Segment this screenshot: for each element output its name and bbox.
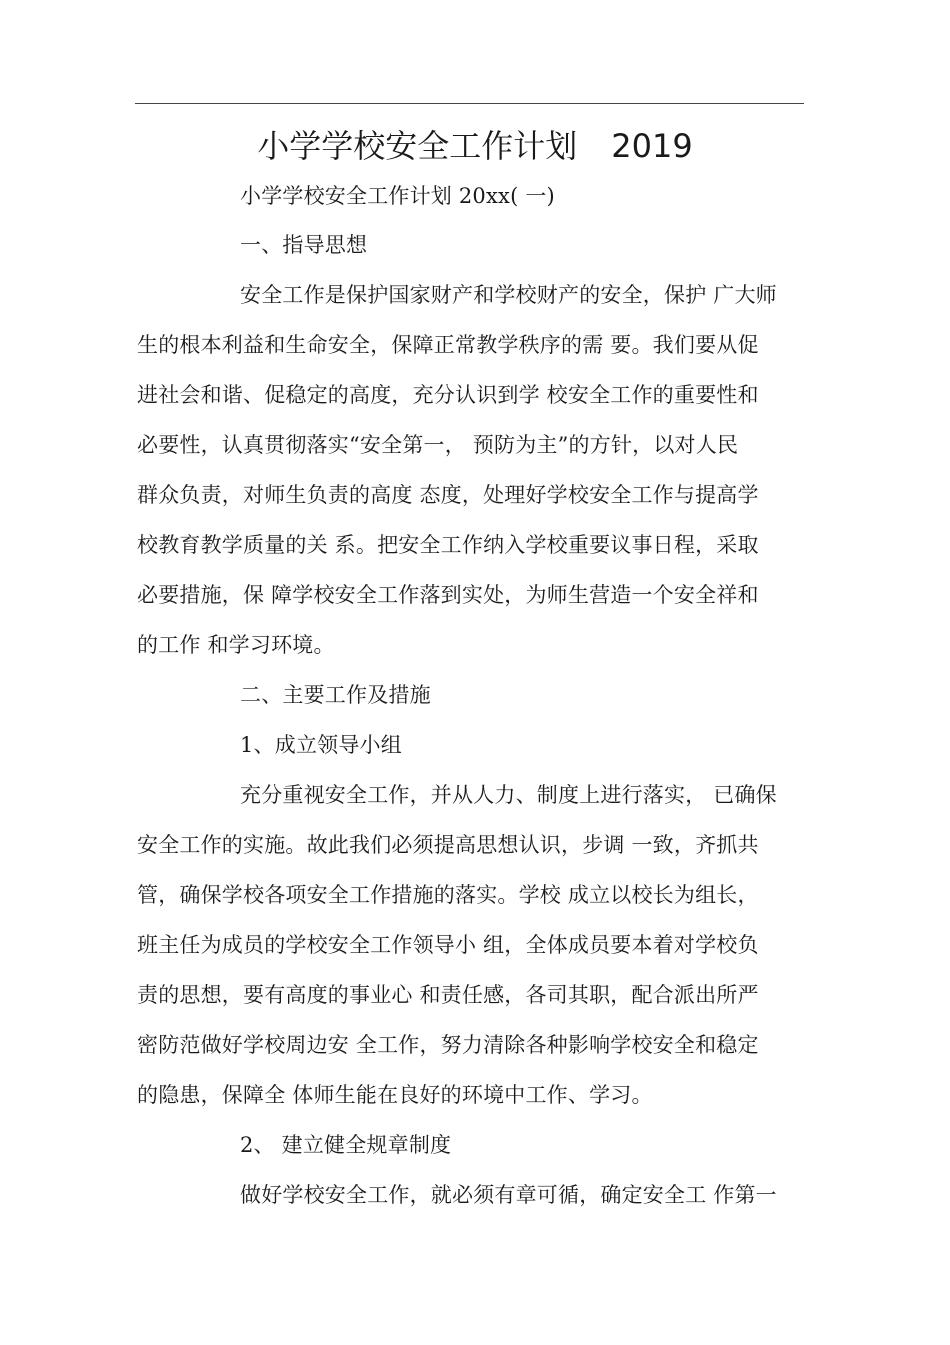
paragraph-line: 群众负责，对师生负责的高度 态度，处理好学校安全工作与提高学 <box>137 483 759 507</box>
subtitle-line: 小学学校安全工作计划 20xx( 一) <box>240 184 555 208</box>
title-text: 小学学校安全工作计划 <box>257 127 578 165</box>
document-title <box>0 124 950 168</box>
paragraph-line: 班主任为成员的学校安全工作领导小 组，全体成员要本着对学校负 <box>137 933 759 957</box>
paragraph-line: 生的根本利益和生命安全，保障正常教学秩序的需 要。我们要从促 <box>137 333 759 357</box>
subsection-heading-2: 2、 建立健全规章制度 <box>240 1133 452 1157</box>
paragraph-line: 的工作 和学习环境。 <box>137 633 335 657</box>
paragraph-line: 的隐患，保障全 体师生能在良好的环境中工作、学习。 <box>137 1083 653 1107</box>
paragraph-line: 充分重视安全工作，并从人力、制度上进行落实， 已确保 <box>240 783 777 807</box>
section-heading-1: 一、指导思想 <box>240 233 368 257</box>
paragraph-line: 密防范做好学校周边安 全工作，努力清除各种影响学校安全和稳定 <box>137 1033 759 1057</box>
paragraph-line: 管，确保学校各项安全工作措施的落实。学校 成立以校长为组长， <box>137 883 759 907</box>
header-rule <box>135 103 804 104</box>
paragraph-line: 进社会和谐、促稳定的高度，充分认识到学 校安全工作的重要性和 <box>137 383 759 407</box>
paragraph-line: 安全工作是保护国家财产和学校财产的安全，保护 广大师 <box>240 283 777 307</box>
paragraph-line: 责的思想，要有高度的事业心 和责任感，各司其职，配合派出所严 <box>137 983 759 1007</box>
paragraph-line: 做好学校安全工作，就必须有章可循，确定安全工 作第一 <box>240 1183 777 1207</box>
subsection-heading-1: 1、成立领导小组 <box>240 733 402 757</box>
section-heading-2: 二、主要工作及措施 <box>240 683 431 707</box>
title-year: 2019 <box>611 127 693 165</box>
paragraph-line: 必要性，认真贯彻落实“安全第一， 预防为主”的方针，以对人民 <box>137 433 739 457</box>
paragraph-line: 必要措施，保 障学校安全工作落到实处，为师生营造一个安全祥和 <box>137 583 759 607</box>
paragraph-line: 校教育教学质量的关 系。把安全工作纳入学校重要议事日程，采取 <box>137 533 759 557</box>
paragraph-line: 安全工作的实施。故此我们必须提高思想认识，步调 一致，齐抓共 <box>137 833 759 857</box>
